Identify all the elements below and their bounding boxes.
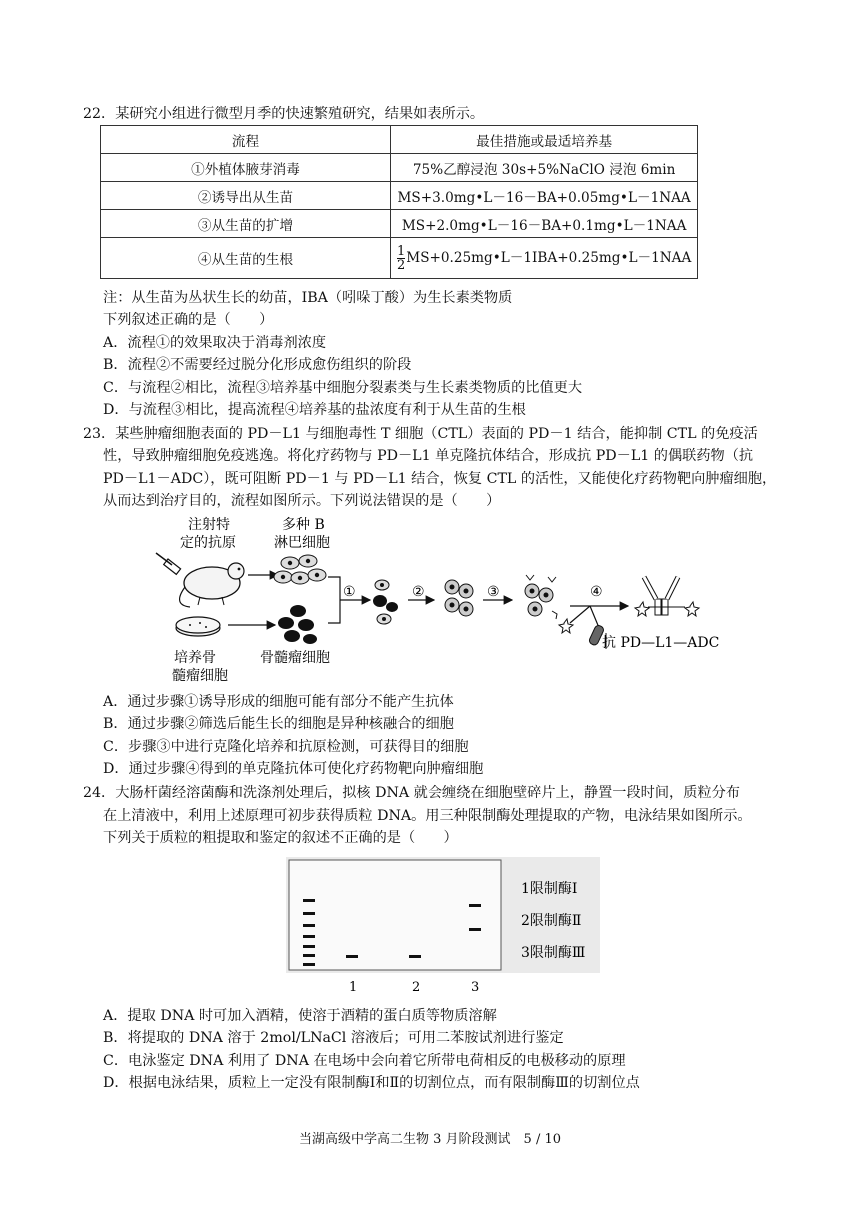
gel-legend-3: 3限制酶Ⅲ: [521, 945, 586, 961]
q23-stem-line: 23．某些肿瘤细胞表面的 PD－L1 与细胞毒性 T 细胞（CTL）表面的 PD－1 结合，能抑制 CTL 的免疫活: [83, 426, 758, 442]
b-cells-icon: [274, 555, 326, 584]
table-header-process: 流程: [101, 126, 391, 154]
q23-option-d: D．通过步骤④得到的单克隆抗体可使化疗药物靶向肿瘤细胞: [103, 761, 484, 777]
label-culture-1: 培养骨: [174, 650, 216, 666]
q22-option-a: A．流程①的效果取决于消毒剂浓度: [103, 335, 327, 351]
q22-option-c: C．与流程②相比，流程③培养基中细胞分裂素类与生长素类物质的比值更大: [103, 380, 583, 396]
q23-option-a: A．通过步骤①诱导形成的细胞可能有部分不能产生抗体: [103, 694, 454, 710]
table-cell: ④从生苗的生根: [101, 238, 391, 279]
lane-2-band: [409, 955, 421, 958]
q24-option-c: C．电泳鉴定 DNA 利用了 DNA 在电场中会向着它所带电荷相反的电极移动的原理: [103, 1053, 626, 1069]
syringe-icon: [156, 553, 181, 574]
table-cell: ③从生苗的扩增: [101, 210, 391, 238]
label-adc: 抗 PD—L1—ADC: [602, 635, 720, 651]
gel-legend-2: 2限制酶Ⅱ: [521, 913, 582, 929]
table-header-measure: 最佳措施或最适培养基: [391, 126, 698, 154]
table-cell-fraction: $\frac{1}{2}$ MS+0.25mg•L－1IBA+0.25mg•L－1NAA: [391, 238, 698, 279]
table-cell: ①外植体腋芽消毒: [101, 154, 391, 182]
label-b-cells-1: 多种 B: [282, 517, 325, 533]
label-antigen-1: 注射特: [188, 517, 230, 533]
page-footer: 当湖高级中学高二生物 3 月阶段测试 5 / 10: [299, 1132, 561, 1147]
q23-option-b: B．通过步骤②筛选后能生长的细胞是异种核融合的细胞: [103, 716, 454, 732]
lane-3-band: [469, 904, 481, 907]
lane-3-band: [469, 928, 481, 931]
q23-option-c: C．步骤③中进行克隆化培养和抗原检测，可获得目的细胞: [103, 739, 469, 755]
hybridoma-cells-icon: [445, 580, 473, 616]
q22-table: [100, 125, 698, 279]
table-cell: 75%乙醇浸泡 30s+5%NaClO 浸泡 6min: [391, 154, 698, 182]
label-myeloma: 骨髓瘤细胞: [260, 650, 330, 666]
table-cell: MS+2.0mg•L－16－BA+0.1mg•L－1NAA: [391, 210, 698, 238]
q24-stem-line: 下列关于质粒的粗提取和鉴定的叙述不正确的是（ ）: [103, 830, 458, 846]
q22-note: 注：从生苗为丛状生长的幼苗，IBA（吲哚丁酸）为生长素类物质: [103, 290, 513, 306]
q22-stem: 22．某研究小组进行微型月季的快速繁殖研究，结果如表所示。: [83, 106, 485, 122]
gel-box: [289, 860, 501, 970]
q24-stem-line: 在上清液中，利用上述原理可初步获得质粒 DNA。用三种限制酶处理提取的产物，电泳结果如图所示。: [103, 808, 752, 824]
myeloma-cells-icon: [278, 605, 317, 644]
lane-label-1: 1: [349, 980, 358, 995]
table-cell: MS+3.0mg•L－16－BA+0.05mg•L－1NAA: [391, 182, 698, 210]
q24-option-a: A．提取 DNA 时可加入酒精，使溶于酒精的蛋白质等物质溶解: [103, 1008, 497, 1024]
q22-ask: 下列叙述正确的是（ ）: [103, 312, 274, 328]
step-2-label: ②: [412, 584, 425, 600]
label-antigen-2: 定的抗原: [180, 535, 236, 551]
lane-label-3: 3: [471, 980, 480, 995]
q24-option-b: B．将提取的 DNA 溶于 2mol/LNaCl 溶液后；可用二苯胺试剂进行鉴定: [103, 1030, 564, 1046]
antibody-secreting-cells-icon: [525, 575, 557, 619]
lane-1-band: [346, 955, 358, 958]
q23-stem-line: 性，导致肿瘤细胞免疫逃逸。将化疗药物与 PD－L1 单克隆抗体结合，形成抗 PD－L1 的偶联药物（抗: [103, 448, 754, 464]
step-3-label: ③: [487, 584, 500, 600]
q22-option-d: D．与流程③相比，提高流程④培养基的盐浓度有利于从生苗的生根: [103, 402, 526, 418]
q24-stem-line: 24．大肠杆菌经溶菌酶和洗涤剂处理后，拟核 DNA 就会缠绕在细胞壁碎片上，静置一段时间，质粒分布: [83, 785, 740, 801]
q24-option-d: D．根据电泳结果，质粒上一定没有限制酶Ⅰ和Ⅱ的切割位点，而有限制酶Ⅲ的切割位点: [103, 1075, 640, 1091]
electrophoresis-gel-figure: [286, 857, 606, 997]
q23-stem-line: PD－L1－ADC），既可阻断 PD－1 与 PD－L1 结合，恢复 CTL 的活性，又能使化疗药物靶向肿瘤细胞，: [103, 471, 777, 487]
fraction: $\frac{1}{2}$: [397, 243, 406, 273]
petri-dish-icon: [176, 617, 220, 636]
q22-option-b: B．流程②不需要经过脱分化形成愈伤组织的阶段: [103, 357, 412, 373]
table-cell: ②诱导出从生苗: [101, 182, 391, 210]
mouse-icon: [180, 563, 244, 607]
label-culture-2: 髓瘤细胞: [172, 668, 228, 684]
step-1-label: ①: [343, 584, 356, 600]
monoclonal-antibody-flow-diagram: [150, 515, 730, 687]
q23-stem-line: 从而达到治疗目的，流程如图所示。下列说法错误的是（ ）: [103, 493, 501, 509]
mixed-cells-icon: [373, 580, 398, 624]
gel-legend-1: 1限制酶Ⅰ: [521, 881, 578, 897]
step-4-label: ④: [590, 584, 603, 600]
drug-star-icon: [559, 619, 573, 633]
adc-icon: [635, 577, 699, 616]
label-b-cells-2: 淋巴细胞: [274, 535, 330, 551]
lane-label-2: 2: [412, 980, 421, 995]
